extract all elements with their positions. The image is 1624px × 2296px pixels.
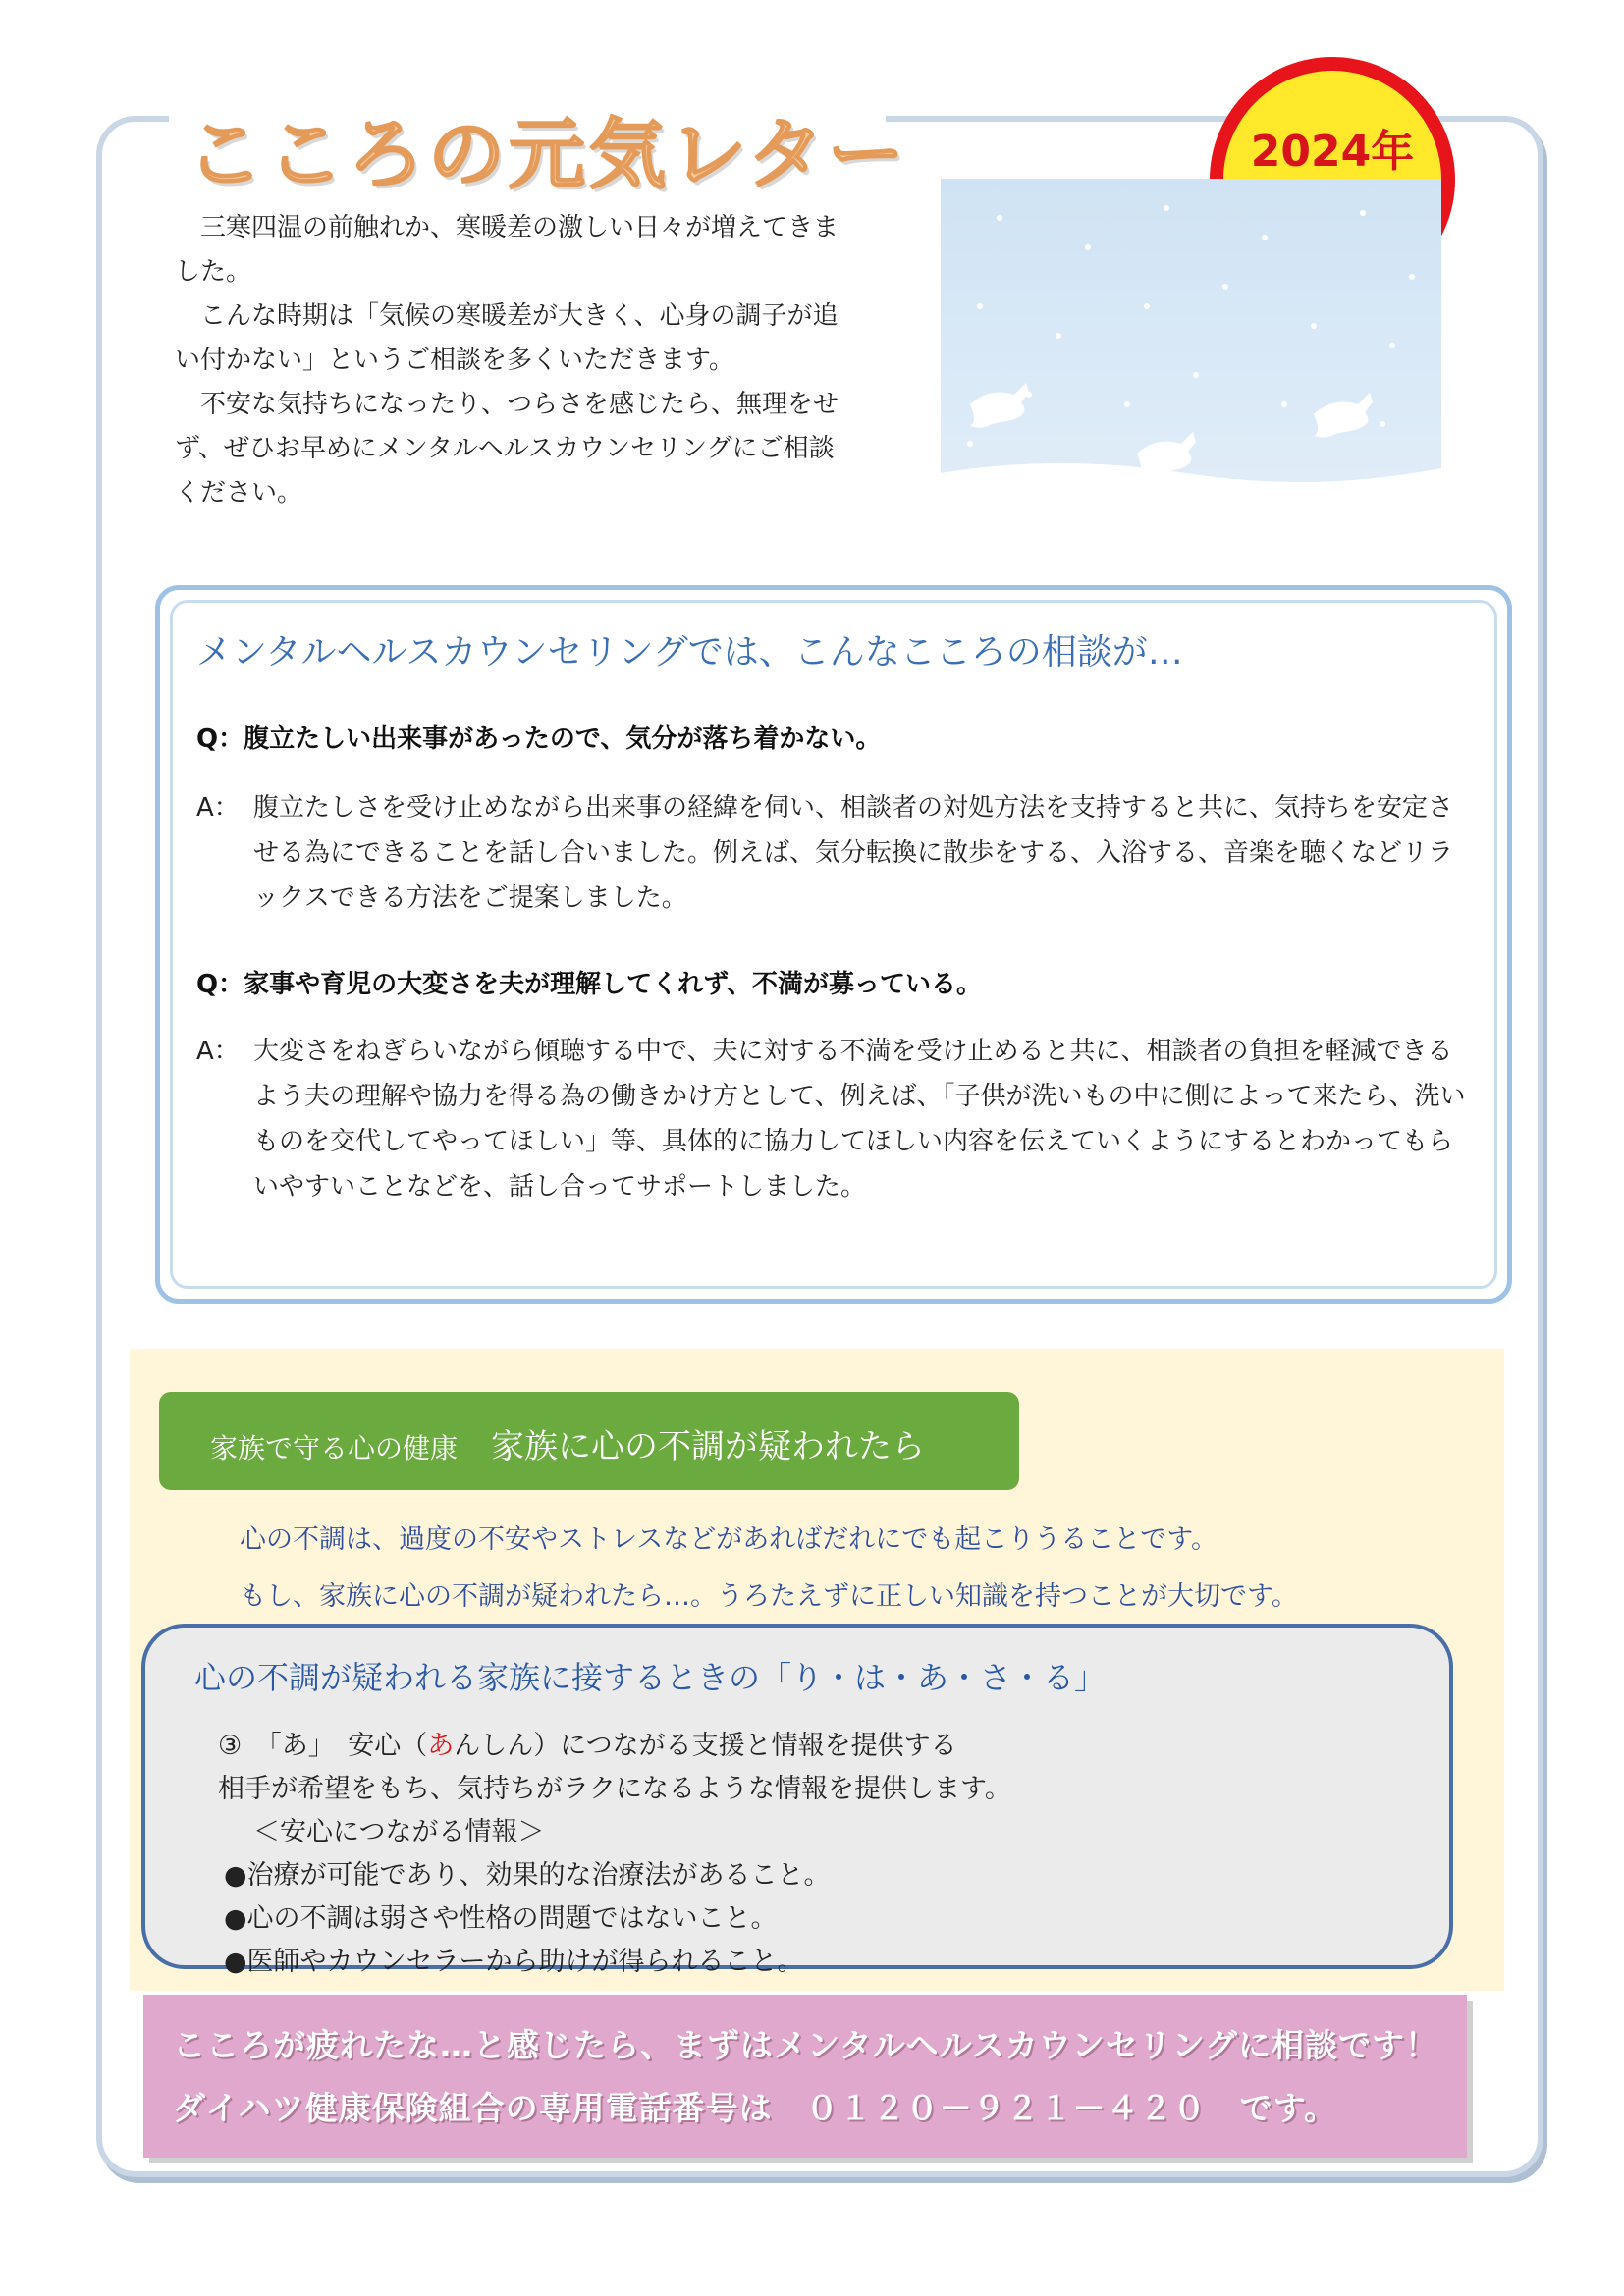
winter-rabbits-illustration (941, 179, 1441, 517)
family-line-2: もし、家族に心の不調が疑われたら…。うろたえずに正しい知識を持つことが大切です。 (240, 1581, 1298, 1612)
item-suffix: んしん）につながる支援と情報を提供する (454, 1731, 957, 1761)
bullet-item: ●心の不調は弱さや性格の問題ではないこと。 (224, 1903, 778, 1934)
rihaasaru-description: 相手が希望をもち、気持ちがラクになるような情報を提供します。 (218, 1774, 1011, 1804)
date-year: 2024年 (1250, 127, 1415, 177)
family-heading (210, 1419, 925, 1468)
contact-banner (143, 1995, 1467, 2158)
q-text: 腹立たしい出来事があったので、気分が落ち着かない。 (244, 724, 882, 754)
answer-1 (196, 785, 1473, 921)
question-1 (196, 719, 881, 755)
rihaasaru-item (218, 1724, 957, 1762)
contact-line-1: こころが疲れたな…と感じたら、まずはメンタルヘルスカウンセリングに相談です！ (173, 2026, 1439, 2064)
intro-paragraph: こんな時期は「気候の寒暖差が大きく、心身の調子が追い付かない」というご相談を多くいただきます。 (175, 301, 839, 375)
intro-paragraph: 三寒四温の前触れか、寒暖差の激しい日々が増えてきました。 (175, 213, 839, 287)
family-heading-large: 家族に心の不調が疑われたら (491, 1427, 926, 1467)
family-line-1: 心の不調は、過度の不安やストレスなどがあればだれにでも起こりうることです。 (240, 1524, 1218, 1555)
item-prefix: ③ 「あ」 安心（ (218, 1731, 428, 1761)
snow-scene-graphic (941, 179, 1441, 517)
contact-line-2: ダイハツ健康保険組合の専用電話番号は ０１２０－９２１－４２０ です。 (173, 2089, 1338, 2127)
newsletter-title: こころの元気レター (187, 111, 908, 199)
intro-text (175, 206, 842, 515)
item-highlight: あ (427, 1731, 455, 1761)
a-label: A： (196, 793, 240, 823)
q-label: Q： (196, 970, 244, 999)
intro-paragraph: 不安な気持ちになったり、つらさを感じたら、無理をせず、ぜひお早めにメンタルヘルスカウンセリングにご相談ください。 (175, 390, 839, 507)
a-text: 大変さをねぎらいながら傾聴する中で、夫に対する不満を受け止めると共に、相談者の負担を軽減できるよう夫の理解や協力を得る為の働きかけ方として、例えば、「子供が洗いもの中に側によって来たら、洗いものを交代してやってほしい」等、具体的に協力してほしい内容を伝えていくようにするとわかってもらいやすいことなどを、話し合ってサポートしました。 (253, 1037, 1466, 1201)
a-label: A： (196, 1037, 240, 1066)
answer-2 (196, 1029, 1473, 1209)
rihaasaru-subheading: ＜安心につながる情報＞ (253, 1817, 545, 1847)
q-text: 家事や育児の大変さを夫が理解してくれず、不満が募っている。 (244, 970, 983, 999)
family-heading-small: 家族で守る心の健康 (210, 1432, 459, 1465)
q-label: Q： (196, 724, 244, 754)
bullet-item: ●医師やカウンセラーから助けが得られること。 (224, 1947, 804, 1977)
rihaasaru-title: 心の不調が疑われる家族に接するときの「り・は・あ・さ・る」 (194, 1659, 1107, 1696)
a-text: 腹立たしさを受け止めながら出来事の経緯を伺い、相談者の対処方法を支持すると共に、気持ちを安定させる為にできることを話し合いました。例えば、気分転換に散歩をする、入浴する、音楽を聴くなどリラックスできる方法をご提案しました。 (253, 793, 1454, 913)
question-2 (196, 964, 982, 1000)
bullet-item: ●治療が可能であり、効果的な治療法があること。 (224, 1860, 831, 1891)
qa-heading: メンタルヘルスカウンセリングでは、こんなこころの相談が… (196, 632, 1183, 672)
